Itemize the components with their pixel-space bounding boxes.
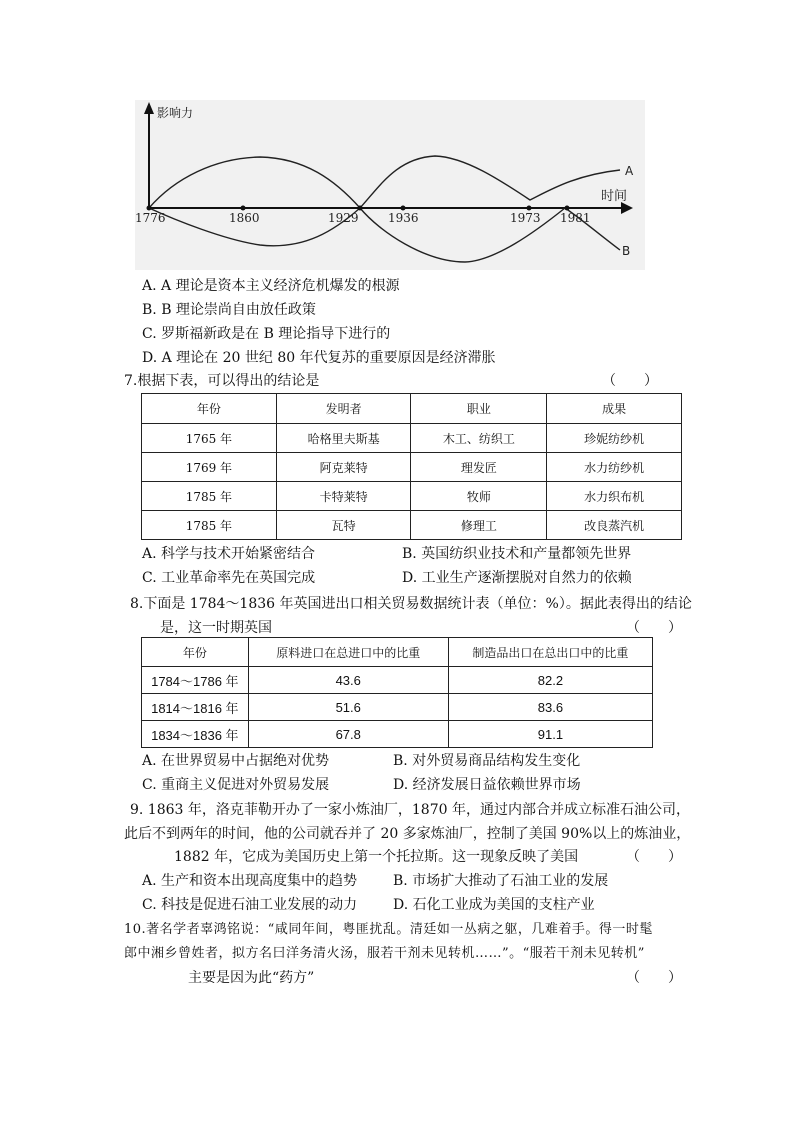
table-header: 成果 [547, 394, 682, 424]
q8-answer-blank[interactable]: （ ） [626, 620, 682, 636]
table-cell: 水力纺纱机 [547, 453, 682, 482]
q9-answer-blank[interactable]: （ ） [626, 849, 682, 865]
tick-dot [401, 206, 406, 211]
table-header: 发明者 [276, 394, 411, 424]
table-cell: 1814～1816 年 [142, 694, 249, 721]
table-row [142, 721, 653, 748]
q10-stem-line2: 郎中湘乡曾姓者，拟方名曰洋务清火汤，服若干剂未见转机……”。“服若干剂未见转机” [124, 946, 645, 961]
q6-option-c[interactable]: C. 罗斯福新政是在 B 理论指导下进行的 [142, 326, 391, 342]
table-cell: 卡特莱特 [276, 482, 411, 511]
q10-answer-blank[interactable]: （ ） [626, 970, 682, 986]
table-cell: 哈格里夫斯基 [276, 424, 411, 453]
table-header-row [142, 638, 653, 667]
table-cell: 牧师 [411, 482, 547, 511]
y-axis-label: 影响力 [157, 106, 194, 120]
q8-stem-line2: 是，这一时期英国 [160, 620, 272, 636]
table-header: 年份 [142, 638, 249, 667]
influence-curve-figure [135, 100, 645, 270]
table-header: 职业 [411, 394, 547, 424]
table-cell: 木工、纺织工 [411, 424, 547, 453]
table-cell: 1769 年 [142, 453, 277, 482]
q9-option-c[interactable]: C. 科技是促进石油工业发展的动力 [142, 897, 358, 913]
table-row [142, 453, 682, 482]
q8-option-b[interactable]: B. 对外贸易商品结构发生变化 [393, 753, 581, 769]
table-cell: 改良蒸汽机 [547, 511, 682, 540]
table-row [142, 511, 682, 540]
q7-option-a[interactable]: A. 科学与技术开始紧密结合 [142, 546, 316, 562]
q9-option-b[interactable]: B. 市场扩大推动了石油工业的发展 [393, 873, 609, 889]
q7-option-d[interactable]: D. 工业生产逐渐摆脱对自然力的依赖 [402, 570, 632, 586]
tick-dot [565, 206, 570, 211]
tick-label: 1776 [135, 211, 166, 225]
q7-table [141, 393, 682, 540]
q9-stem-line2: 此后不到两年的时间，他的公司就吞并了 20 多家炼油厂，控制了美国 90%以上的炼油业， [124, 826, 691, 842]
table-cell: 1785 年 [142, 511, 277, 540]
tick-dot [241, 206, 246, 211]
q7-option-c[interactable]: C. 工业革命率先在英国完成 [142, 570, 316, 586]
table-cell: 1785 年 [142, 482, 277, 511]
q6-option-d[interactable]: D. A 理论在 20 世纪 80 年代复苏的重要原因是经济滞胀 [142, 350, 496, 366]
tick-dot [358, 206, 363, 211]
influence-curve-chart [135, 100, 645, 270]
curve-a [149, 156, 620, 208]
table-cell: 91.1 [448, 721, 652, 748]
tick-label: 1973 [510, 211, 541, 225]
table-cell: 水力织布机 [547, 482, 682, 511]
q9-stem-line3: 1882 年，它成为美国历史上第一个托拉斯。这一现象反映了美国 [174, 849, 579, 865]
table-cell: 43.6 [248, 667, 448, 694]
q9-option-a[interactable]: A. 生产和资本出现高度集中的趋势 [142, 873, 358, 889]
tick-label: 1929 [328, 211, 359, 225]
table-cell: 51.6 [248, 694, 448, 721]
table-header: 年份 [142, 394, 277, 424]
curve-b-label: B [622, 244, 631, 258]
table-header-row [142, 394, 682, 424]
q10-stem-line3: 主要是因为此“药方” [188, 970, 315, 986]
q8-option-c[interactable]: C. 重商主义促进对外贸易发展 [142, 777, 330, 793]
q8-option-a[interactable]: A. 在世界贸易中占据绝对优势 [142, 753, 330, 769]
q7-option-b[interactable]: B. 英国纺织业技术和产量都领先世界 [402, 546, 632, 562]
table-cell: 阿克莱特 [276, 453, 411, 482]
q9-stem-line1: 9. 1863 年，洛克菲勒开办了一家小炼油厂，1870 年，通过内部合并成立标准石油公司， [130, 802, 690, 818]
tick-label: 1936 [388, 211, 419, 225]
q7-answer-blank[interactable]: （ ） [602, 373, 658, 389]
q9-option-d[interactable]: D. 石化工业成为美国的支柱产业 [393, 897, 595, 913]
table-row [142, 694, 653, 721]
table-cell: 82.2 [448, 667, 652, 694]
tick-dot [527, 206, 532, 211]
q10-stem-line1: 10.著名学者辜鸿铭说：“咸同年间，粤匪扰乱。清廷如一丛病之躯，几难着手。得一时髦 [124, 922, 653, 937]
table-cell: 1784～1786 年 [142, 667, 249, 694]
table-row [142, 424, 682, 453]
table-header: 制造品出口在总出口中的比重 [448, 638, 652, 667]
table-cell: 珍妮纺纱机 [547, 424, 682, 453]
curve-b [149, 208, 620, 262]
table-cell: 1765 年 [142, 424, 277, 453]
table-cell: 67.8 [248, 721, 448, 748]
y-axis-arrow [144, 102, 154, 114]
q8-option-d[interactable]: D. 经济发展日益依赖世界市场 [393, 777, 581, 793]
q8-table [141, 637, 653, 748]
q8-stem-line1: 8.下面是 1784～1836 年英国进出口相关贸易数据统计表（单位：%）。据此表得出的结论 [130, 596, 692, 612]
table-cell: 1834～1836 年 [142, 721, 249, 748]
q6-option-b[interactable]: B. B 理论崇尚自由放任政策 [142, 302, 316, 318]
tick-label: 1981 [560, 211, 591, 225]
table-row [142, 667, 653, 694]
x-axis-label: 时间 [601, 189, 628, 204]
tick-dot [147, 206, 152, 211]
table-header: 原料进口在总进口中的比重 [248, 638, 448, 667]
table-row [142, 482, 682, 511]
q6-option-a[interactable]: A. A 理论是资本主义经济危机爆发的根源 [142, 278, 400, 294]
table-cell: 修理工 [411, 511, 547, 540]
table-cell: 理发匠 [411, 453, 547, 482]
table-cell: 瓦特 [276, 511, 411, 540]
table-cell: 83.6 [448, 694, 652, 721]
curve-a-label: A [625, 164, 634, 178]
q7-stem: 7.根据下表，可以得出的结论是 [124, 373, 320, 389]
tick-label: 1860 [229, 211, 260, 225]
